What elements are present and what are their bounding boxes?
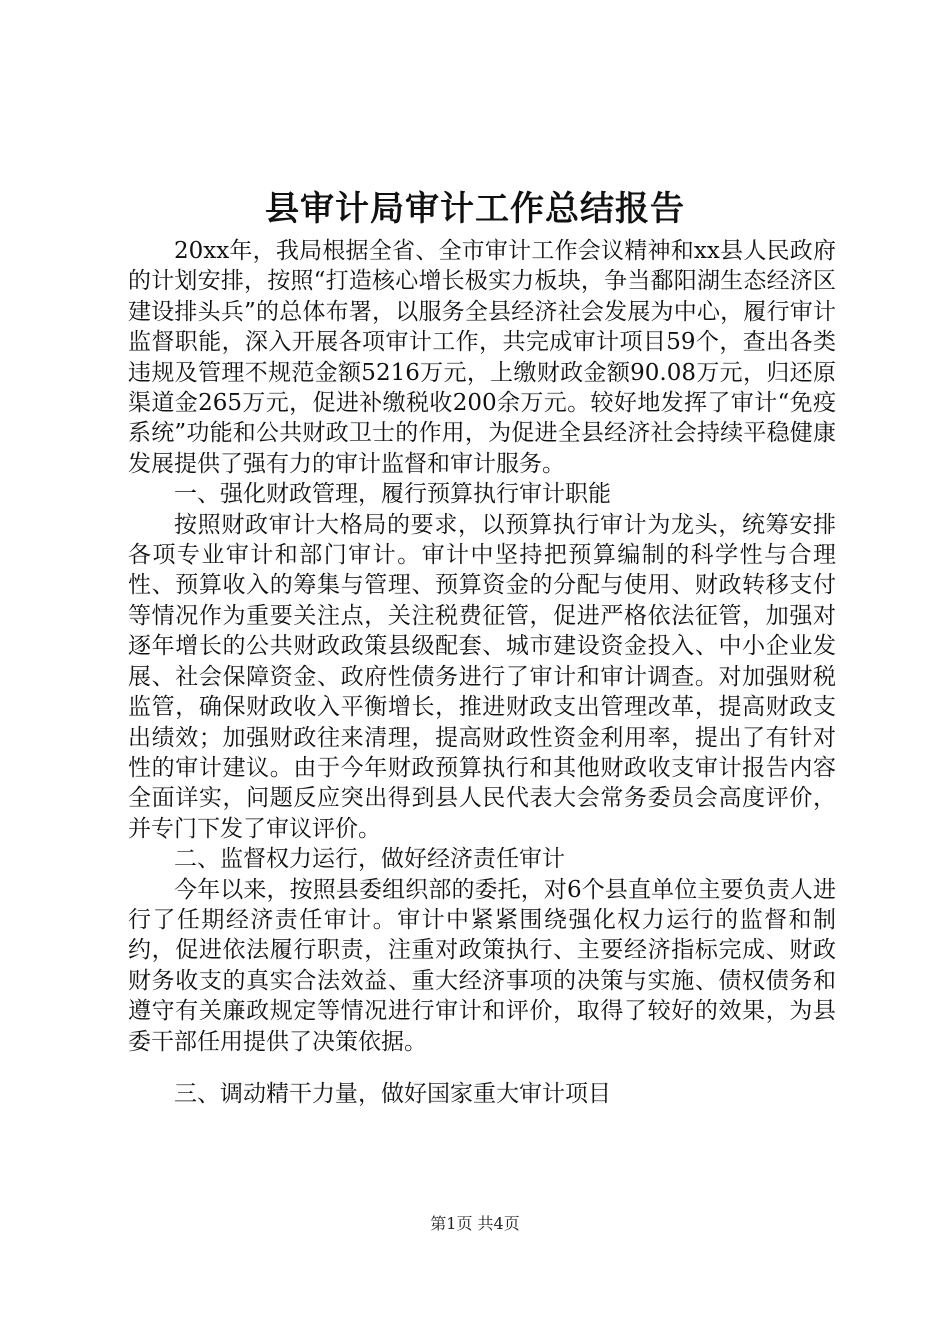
document-body <box>128 236 836 1109</box>
section-heading-2: 二、监督权力运行，做好经济责任审计 <box>174 846 565 873</box>
page-footer: 第1页 共4页 <box>430 1214 520 1233</box>
intro-paragraph: 20xx年，我局根据全省、全市审计工作会议精神和xx县人民政府的计划安排，按照“打造核心增长极实力板块，争当鄱阳湖生态经济区建设排头兵”的总体布署，以服务全县经济社会发展为中心，履行审计监督职能，深入开展各项审计工作，共完成审计项目59个，查出各类违规及管理不规范金额5216万元，上缴财政金额90.08万元，归还原渠道金265万元，促进补缴税收200余万元。较好地发挥了审计“免疫系统”功能和公共财政卫士的作用，为促进全县经济社会持续平稳健康发展提供了强有力的审计监督和审计服务。 <box>128 238 836 477</box>
page-title: 县审计局审计工作总结报告 <box>265 189 685 229</box>
section-heading-3: 三、调动精干力量，做好国家重大审计项目 <box>174 1080 611 1107</box>
section-body-2: 今年以来，按照县委组织部的委托，对6个县直单位主要负责人进行了任期经济责任审计。审计中紧紧围绕强化权力运行的监督和制约，促进依法履行职责，注重对政策执行、主要经济指标完成、财政财务收支的真实合法效益、重大经济事项的决策与实施、债权债务和遵守有关廉政规定等情况进行审计和评价，取得了较好的效果，为县委干部任用提供了决策依据。 <box>128 876 836 1055</box>
section-body-1: 按照财政审计大格局的要求，以预算执行审计为龙头，统筹安排各项专业审计和部门审计。审计中坚持把预算编制的科学性与合理性、预算收入的筹集与管理、预算资金的分配与使用、财政转移支付等情况作为重要关注点，关注税费征管，促进严格依法征管，加强对逐年增长的公共财政政策县级配套、城市建设资金投入、中小企业发展、社会保障资金、政府性债务进行了审计和审计调查。对加强财税监管，确保财政收入平衡增长，推进财政支出管理改革，提高财政支出绩效；加强财政往来清理，提高财政性资金利用率，提出了有针对性的审计建议。由于今年财政预算执行和其他财政收支审计报告内容全面详实，问题反应突出得到县人民代表大会常务委员会高度评价，并专门下发了审议评价。 <box>128 511 836 842</box>
section-heading-1: 一、强化财政管理，履行预算执行审计职能 <box>174 481 611 508</box>
